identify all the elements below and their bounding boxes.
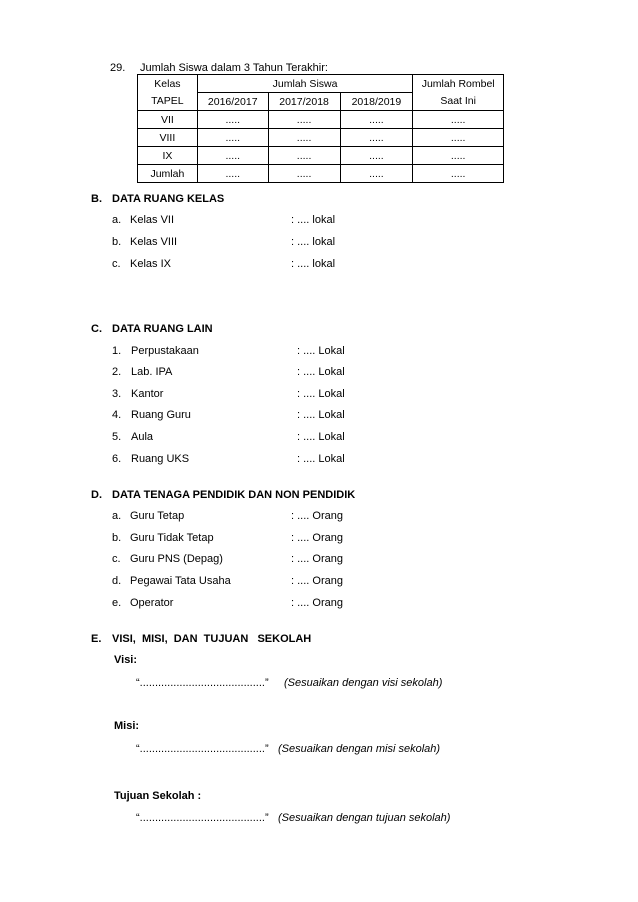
list-item-label: Kantor (131, 388, 164, 400)
misi-placeholder: “.........................................” (136, 743, 269, 755)
table-cell: ..... (413, 111, 504, 129)
list-marker: 6. (112, 453, 122, 465)
table-cell: ..... (340, 147, 413, 165)
section-letter: E. (91, 633, 102, 645)
list-marker: e. (112, 597, 122, 609)
list-marker: b. (112, 236, 122, 248)
list-item-label: Kelas VII (130, 214, 175, 226)
section-title: VISI, MISI, DAN TUJUAN SEKOLAH (112, 633, 312, 645)
table-cell: ..... (197, 111, 268, 129)
list-item-value: : .... lokal (291, 258, 336, 270)
header-rombel: Jumlah Rombel (413, 75, 504, 93)
list-item-value: : .... Lokal (297, 431, 345, 443)
list-item-label: Operator (130, 597, 174, 609)
list-marker: 4. (112, 409, 122, 421)
list-item-label: Pegawai Tata Usaha (130, 575, 231, 587)
list-marker: b. (112, 532, 122, 544)
list-item-value: : .... lokal (291, 214, 336, 226)
header-tapel: TAPEL (138, 93, 198, 111)
row-label: Jumlah (138, 165, 198, 183)
table-cell: ..... (268, 111, 340, 129)
table-cell: ..... (268, 147, 340, 165)
list-marker: 3. (112, 388, 122, 400)
header-rombel-sub: Saat Ini (413, 93, 504, 111)
list-item-value: : .... Lokal (297, 453, 345, 465)
list-marker: 1. (112, 345, 122, 357)
list-marker: d. (112, 575, 122, 587)
header-year: 2017/2018 (268, 93, 340, 111)
header-kelas: Kelas (138, 75, 198, 93)
visi-label: Visi: (114, 654, 138, 666)
section-title: DATA RUANG LAIN (112, 323, 213, 335)
list-item-label: Guru Tetap (130, 510, 185, 522)
tujuan-placeholder: “.........................................” (136, 812, 269, 824)
section-title: DATA TENAGA PENDIDIK DAN NON PENDIDIK (112, 489, 356, 501)
list-marker: a. (112, 214, 122, 226)
visi-placeholder: “.........................................” (136, 677, 269, 689)
question-number: 29. (110, 62, 126, 74)
list-item-label: Guru Tidak Tetap (130, 532, 214, 544)
section-letter: B. (91, 193, 102, 205)
list-item-value: : .... Orang (291, 532, 343, 544)
table-cell: ..... (268, 129, 340, 147)
table-cell: ..... (340, 165, 413, 183)
list-item-value: : .... Orang (291, 510, 343, 522)
list-marker: 2. (112, 366, 122, 378)
header-year: 2018/2019 (340, 93, 413, 111)
student-count-table (137, 74, 504, 183)
list-item-value: : .... Lokal (297, 409, 345, 421)
header-jumlah-siswa: Jumlah Siswa (197, 75, 413, 93)
list-marker: c. (112, 553, 121, 565)
list-marker: a. (112, 510, 122, 522)
table-row (138, 165, 504, 183)
table-cell: ..... (413, 165, 504, 183)
list-item-value: : .... Lokal (297, 388, 345, 400)
tujuan-note: (Sesuaikan dengan tujuan sekolah) (278, 812, 451, 824)
list-item-value: : .... Orang (291, 575, 343, 587)
section-title: DATA RUANG KELAS (112, 193, 225, 205)
row-label: VII (138, 111, 198, 129)
header-year: 2016/2017 (197, 93, 268, 111)
table-cell: ..... (268, 165, 340, 183)
list-item-label: Ruang UKS (131, 453, 190, 465)
table-header-row (138, 93, 504, 111)
misi-note: (Sesuaikan dengan misi sekolah) (278, 743, 441, 755)
list-item-label: Guru PNS (Depag) (130, 553, 223, 565)
list-item-label: Aula (131, 431, 154, 443)
list-item-value: : .... Orang (291, 597, 343, 609)
row-label: VIII (138, 129, 198, 147)
table-cell: ..... (197, 165, 268, 183)
table-row (138, 129, 504, 147)
list-item-value: : .... Lokal (297, 345, 345, 357)
list-item-value: : .... Orang (291, 553, 343, 565)
tujuan-label: Tujuan Sekolah : (114, 790, 202, 802)
table-cell: ..... (340, 111, 413, 129)
table-cell: ..... (340, 129, 413, 147)
table-row (138, 147, 504, 165)
row-label: IX (138, 147, 198, 165)
list-marker: c. (112, 258, 121, 270)
table-header-row (138, 75, 504, 93)
list-item-value: : .... Lokal (297, 366, 345, 378)
section-letter: C. (91, 323, 102, 335)
list-marker: 5. (112, 431, 122, 443)
list-item-label: Ruang Guru (131, 409, 191, 421)
visi-note: (Sesuaikan dengan visi sekolah) (284, 677, 443, 689)
question-title: Jumlah Siswa dalam 3 Tahun Terakhir: (140, 62, 328, 74)
list-item-label: Kelas IX (130, 258, 171, 270)
table-cell: ..... (197, 147, 268, 165)
list-item-label: Kelas VIII (130, 236, 178, 248)
table-row (138, 111, 504, 129)
list-item-label: Perpustakaan (131, 345, 199, 357)
section-letter: D. (91, 489, 102, 501)
table-cell: ..... (197, 129, 268, 147)
table-cell: ..... (413, 147, 504, 165)
misi-label: Misi: (114, 720, 140, 732)
list-item-value: : .... lokal (291, 236, 336, 248)
table-cell: ..... (413, 129, 504, 147)
list-item-label: Lab. IPA (131, 366, 173, 378)
